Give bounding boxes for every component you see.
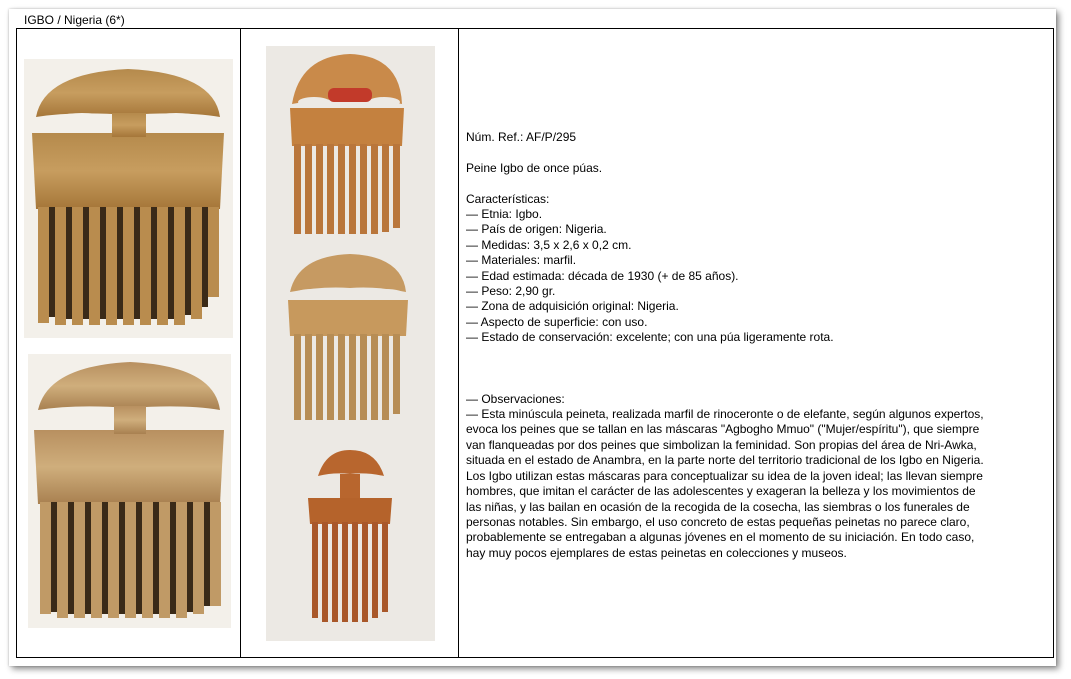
column-divider: [240, 29, 241, 657]
catalog-details: [466, 130, 1046, 561]
comb-photo-back: [28, 354, 231, 628]
characteristic-line: — Edad estimada: década de 1930 (+ de 85 años).: [466, 268, 739, 283]
item-description: Peine Igbo de once púas.: [466, 160, 603, 175]
characteristic-line: — Estado de conservación: excelente; con una púa ligeramente rota.: [466, 330, 834, 345]
page-title: IGBO / Nigeria (6*): [24, 13, 125, 27]
observation-line: — Esta minúscula peineta, realizada marfil de rinoceronte o de elefante, según algunos expertos,: [466, 407, 984, 422]
observation-line: Los Igbo utilizan estas máscaras para conceptualizar su idea de la joven ideal; las llevan siempre: [466, 468, 983, 483]
characteristic-line: — País de origen: Nigeria.: [466, 222, 607, 237]
characteristic-line: — Peso: 2,90 gr.: [466, 284, 556, 299]
characteristic-line: — Medidas: 3,5 x 2,6 x 0,2 cm.: [466, 237, 632, 252]
observations-heading: — Observaciones:: [466, 391, 565, 406]
observation-line: hombres, que imitan el carácter de las adolescentes y exageran la belleza y los movimientos de: [466, 484, 976, 499]
comb-ivory-image: [28, 354, 231, 628]
observation-line: las niñas, y las bailan en ocasión de la recogida de la cosecha, las siembras o los funerales de: [466, 499, 970, 514]
observation-line: situada en el estado de Anambra, en la parte norte del territorio tradicional de los Igbo en Nigeria.: [466, 453, 984, 468]
comb-ivory-image: [24, 59, 233, 338]
reference-number: Núm. Ref.: AF/P/295: [466, 130, 577, 144]
comb-set-image: [266, 46, 435, 641]
observation-line: personas notables. Sin embargo, el uso concreto de estas pequeñas peinetas no parece claro,: [466, 514, 970, 529]
comb-photo-front: [24, 59, 233, 338]
characteristic-line: — Zona de adquisición original: Nigeria.: [466, 299, 679, 314]
observation-line: van flanqueadas por dos peines que simbolizan la feminidad. Son propias del área de Nri-Awka,: [466, 437, 977, 452]
column-divider: [458, 29, 459, 657]
characteristic-line: — Aspecto de superficie: con uso.: [466, 314, 648, 329]
comb-photo-set: [266, 46, 435, 641]
observation-line: probablemente se entregaban a algunas jóvenes en el momento de su iniciación. En todo caso,: [466, 530, 975, 545]
characteristic-line: — Etnia: Igbo.: [466, 207, 543, 221]
characteristics-heading: Características:: [466, 191, 550, 206]
observation-line: evoca los peines que se tallan en las máscaras "Agbogho Mmuo" ("Mujer/espíritu"), que siempre: [466, 422, 980, 437]
observation-line: hay muy pocos ejemplares de estas peinetas en colecciones y museos.: [466, 545, 847, 560]
characteristic-line: — Materiales: marfil.: [466, 253, 577, 268]
